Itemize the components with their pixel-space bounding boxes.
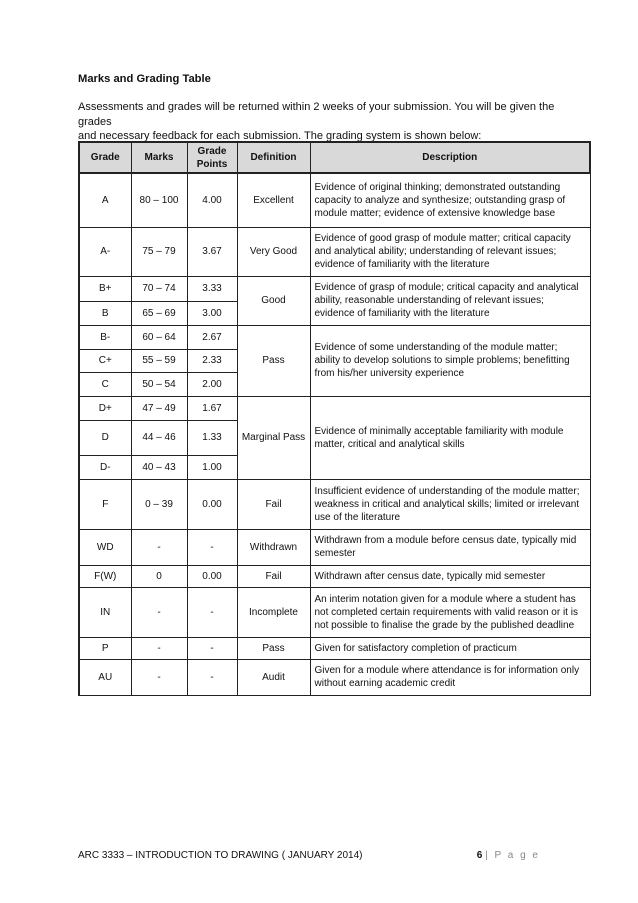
grade-cell: F <box>79 479 131 529</box>
table-header-row <box>79 142 590 173</box>
points-cell: 0.00 <box>187 565 237 587</box>
marks-cell: 80 – 100 <box>131 173 187 227</box>
points-cell: 1.00 <box>187 455 237 479</box>
table-row <box>79 529 590 565</box>
definition-cell: Incomplete <box>237 587 310 637</box>
description-cell: An interim notation given for a module where a student has not completed certain requirements with valid reason or it is not possible to finalise the grade by the published deadline <box>310 587 590 637</box>
definition-cell: Audit <box>237 659 310 695</box>
grade-cell: WD <box>79 529 131 565</box>
intro-line: and necessary feedback for each submission. The grading system is shown below: <box>78 130 482 142</box>
grade-cell: B <box>79 301 131 325</box>
description-cell: Evidence of grasp of module; critical capacity and analytical ability, reasonable understanding of relevant issues; evidence of familiarity with the literature <box>310 276 590 325</box>
grade-cell: P <box>79 637 131 659</box>
definition-cell: Pass <box>237 637 310 659</box>
definition-cell: Good <box>237 276 310 325</box>
grade-cell: C+ <box>79 349 131 372</box>
table-row <box>79 325 590 349</box>
definition-cell: Fail <box>237 479 310 529</box>
grade-cell: D <box>79 420 131 455</box>
definition-cell: Marginal Pass <box>237 396 310 479</box>
grading-table <box>78 141 591 696</box>
table-row <box>79 659 590 695</box>
marks-cell: 47 – 49 <box>131 396 187 420</box>
header-grade: Grade <box>79 142 131 173</box>
intro-paragraph <box>78 100 578 144</box>
points-cell: 2.33 <box>187 349 237 372</box>
description-cell: Evidence of original thinking; demonstrated outstanding capacity to analyze and synthesize; outstanding grasp of module matter; evidence of extensive knowledge base <box>310 173 590 227</box>
points-cell: 2.00 <box>187 372 237 396</box>
header-description: Description <box>310 142 590 173</box>
grade-cell: C <box>79 372 131 396</box>
definition-cell: Pass <box>237 325 310 396</box>
points-cell: 1.33 <box>187 420 237 455</box>
description-cell: Insufficient evidence of understanding of the module matter; weakness in critical and analytical skills; limited or irrelevant use of the literature <box>310 479 590 529</box>
table-row <box>79 173 590 227</box>
marks-cell: 0 – 39 <box>131 479 187 529</box>
grade-cell: B- <box>79 325 131 349</box>
description-cell: Given for satisfactory completion of practicum <box>310 637 590 659</box>
points-cell: - <box>187 587 237 637</box>
marks-cell: 70 – 74 <box>131 276 187 301</box>
marks-cell: - <box>131 637 187 659</box>
page-number: 6 <box>476 850 483 861</box>
grade-cell: A <box>79 173 131 227</box>
definition-cell: Fail <box>237 565 310 587</box>
table-row <box>79 637 590 659</box>
points-cell: - <box>187 529 237 565</box>
grade-cell: A- <box>79 227 131 276</box>
points-cell: - <box>187 659 237 695</box>
points-cell: - <box>187 637 237 659</box>
points-cell: 3.00 <box>187 301 237 325</box>
points-cell: 3.33 <box>187 276 237 301</box>
definition-cell: Very Good <box>237 227 310 276</box>
definition-cell: Excellent <box>237 173 310 227</box>
points-cell: 4.00 <box>187 173 237 227</box>
header-definition: Definition <box>237 142 310 173</box>
marks-cell: 65 – 69 <box>131 301 187 325</box>
table-row <box>79 396 590 420</box>
footer-course-title: ARC 3333 – INTRODUCTION TO DRAWING ( JANUARY 2014) <box>78 850 363 861</box>
table-row <box>79 587 590 637</box>
marks-cell: - <box>131 529 187 565</box>
points-cell: 1.67 <box>187 396 237 420</box>
marks-cell: 75 – 79 <box>131 227 187 276</box>
description-cell: Withdrawn after census date, typically mid semester <box>310 565 590 587</box>
marks-cell: 40 – 43 <box>131 455 187 479</box>
description-cell: Withdrawn from a module before census date, typically mid semester <box>310 529 590 565</box>
marks-cell: - <box>131 587 187 637</box>
description-cell: Given for a module where attendance is for information only without earning academic credit <box>310 659 590 695</box>
marks-cell: 55 – 59 <box>131 349 187 372</box>
grade-cell: F(W) <box>79 565 131 587</box>
points-cell: 2.67 <box>187 325 237 349</box>
section-heading: Marks and Grading Table <box>78 73 211 85</box>
grade-cell: D+ <box>79 396 131 420</box>
description-cell: Evidence of some understanding of the module matter; ability to develop solutions to simple problems; benefitting from his/her university experience <box>310 325 590 396</box>
grade-cell: D- <box>79 455 131 479</box>
page-footer <box>78 848 540 861</box>
intro-line: Assessments and grades will be returned within 2 weeks of your submission. You will be given the grades <box>78 101 555 128</box>
marks-cell: 50 – 54 <box>131 372 187 396</box>
grade-cell: B+ <box>79 276 131 301</box>
marks-cell: 44 – 46 <box>131 420 187 455</box>
grade-cell: AU <box>79 659 131 695</box>
points-cell: 3.67 <box>187 227 237 276</box>
footer-page-info <box>477 850 540 861</box>
marks-cell: 60 – 64 <box>131 325 187 349</box>
header-marks: Marks <box>131 142 187 173</box>
definition-cell: Withdrawn <box>237 529 310 565</box>
grade-cell: IN <box>79 587 131 637</box>
page-label: | P a g e <box>485 850 540 861</box>
description-cell: Evidence of minimally acceptable familiarity with module matter, critical and analytical skills <box>310 396 590 479</box>
points-cell: 0.00 <box>187 479 237 529</box>
description-cell: Evidence of good grasp of module matter; critical capacity and analytical ability; understanding of relevant issues; evidence of familiarity with the literature <box>310 227 590 276</box>
header-grade-points: Grade Points <box>187 142 237 173</box>
marks-cell: 0 <box>131 565 187 587</box>
marks-cell: - <box>131 659 187 695</box>
table-row <box>79 276 590 301</box>
table-row <box>79 479 590 529</box>
table-row <box>79 227 590 276</box>
table-row <box>79 565 590 587</box>
